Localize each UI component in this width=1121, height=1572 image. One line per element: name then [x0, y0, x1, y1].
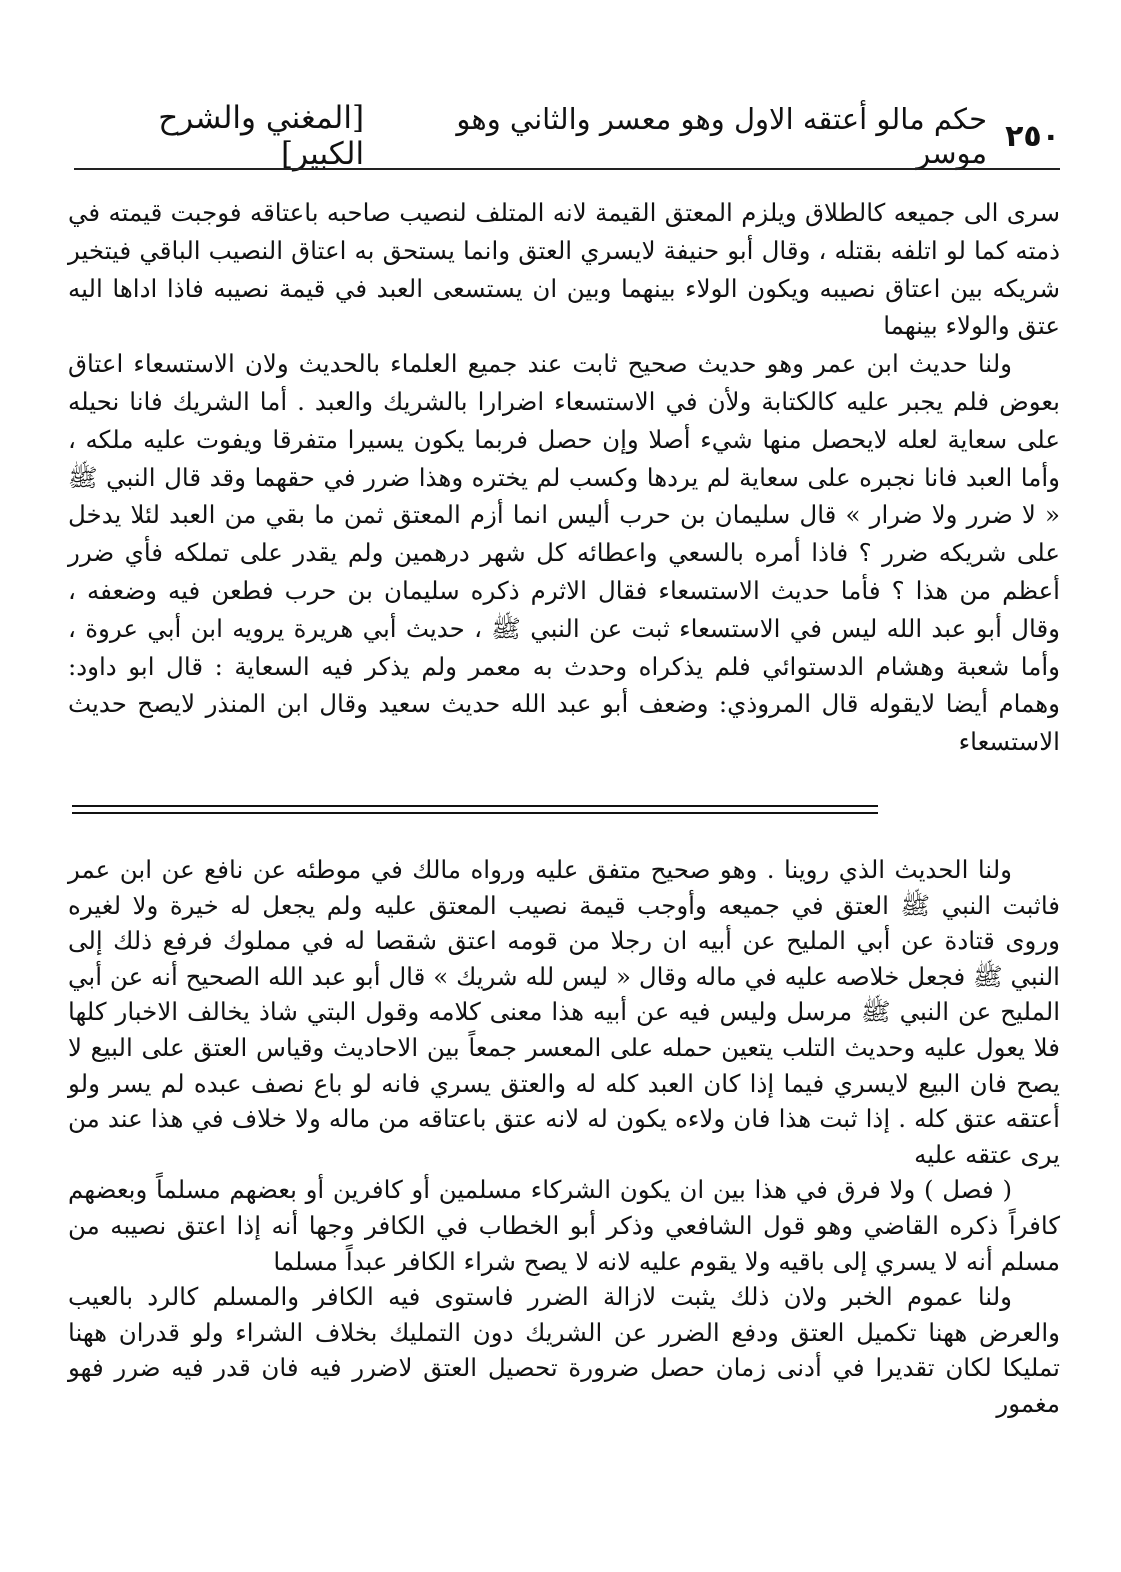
section-divider — [72, 805, 878, 814]
main-paragraph: سرى الى جميعه كالطلاق ويلزم المعتق القيمة لانه المتلف لنصيب صاحبه باعتاقه فوجبت قيمته في ذمته كما لو اتلفه بقتله ، وقال أبو حنيفة لايسري العتق وانما يستحق به اعتاق النصيب الباقي فيتخير شريكه بين اعتاق نصيبه ويكون الولاء بينهما وبين ان يستسعى العبد في قيمة نصيبه فاذا اداها اليه عتق والولاء بينهما — [68, 198, 1060, 341]
header-rule — [74, 168, 1060, 170]
main-paragraph: ولنا حديث ابن عمر وهو حديث صحيح ثابت عند جميع العلماء بالحديث ولان الاستسعاء اعتاق بعوض فلم يجبر عليه كالكتابة ولأن في الاستسعاء اضرارا بالشريك والعبد . أما الشريك فانا نحيله على سعاية لعله لايحصل منها شيء أصلا وإن حصل فربما يكون يسيرا متفرقا ويفوت عليه ملكه ، وأما العبد فانا نجبره على سعاية لم يردها وكسب لم يختره وهذا ضرر في حقهما وقد قال النبي ﷺ « لا ضرر ولا ضرار » قال سليمان بن حرب أليس انما أزم المعتق ثمن ما بقي من العبد لئلا يدخل على شريكه ضرر ؟ فاذا أمره بالسعي واعطائه كل شهر درهمين ولم يقدر على تملكه فأي ضرر أعظم من هذا ؟ فأما حديث الاستسعاء فقال الاثرم ذكره سليمان بن حرب فطعن فيه وضعفه ، وقال أبو عبد الله ليس في الاستسعاء ثبت عن النبي ﷺ ، حديث أبي هريرة يرويه ابن أبي عروة ، وأما شعبة وهشام الدستوائي فلم يذكراه وحدث به معمر ولم يذكر فيه السعاية : قال ابو داود: وهمام أيضا لايقوله قال المروذي: وضعف أبو عبد الله حديث سعيد وقال ابن المنذر لايصح حديث الاستسعاء — [68, 349, 1060, 757]
commentary-text-block — [68, 852, 1060, 1422]
commentary-paragraph: ولنا الحديث الذي روينا . وهو صحيح متفق عليه ورواه مالك في موطئه عن نافع عن ابن عمر فاثبت النبي ﷺ العتق في جميعه وأوجب قيمة نصيب المعتق عليه ولم يجعل له خيرة ولا لغيره وروى قتادة عن أبي المليح عن أبيه ان رجلا من قومه اعتق شقصا له في مملوك فرفع ذلك إلى النبي ﷺ فجعل خلاصه عليه في ماله وقال « ليس لله شريك » قال أبو عبد الله الصحيح أنه عن أبي المليح عن النبي ﷺ مرسل وليس فيه عن أبيه هذا معنى كلامه وقول البتي شاذ يخالف الاخبار كلها فلا يعول عليه وحديث التلب يتعين حمله على المعسر جمعاً بين الاحاديث وقياس العتق على البيع لا يصح فان البيع لايسري فيما إذا كان العبد كله له والعتق يسري فانه لو باع نصف عبده لم يسر ولو أعتقه عتق كله . إذا ثبت هذا فان ولاءه يكون له لانه عتق باعتاقه من ماله ولا خلاف في هذا عند من يرى عتقه عليه — [68, 855, 1060, 1169]
page-number: ٢٥٠ — [1005, 118, 1060, 154]
commentary-paragraph: ( فصل ) ولا فرق في هذا بين ان يكون الشركاء مسلمين أو كافرين أو بعضهم مسلماً وبعضهم كافراً ذكره القاضي وهو قول الشافعي وذكر أبو الخطاب في الكافر وجها أنه إذا اعتق نصيبه من مسلم أنه لا يسري إلى باقيه ولا يقوم عليه لانه لا يصح شراء الكافر عبداً مسلما — [68, 1175, 1060, 1276]
main-text-block — [68, 194, 1060, 761]
book-page — [68, 100, 1060, 1528]
page-header — [68, 100, 1060, 172]
commentary-paragraph: ولنا عموم الخبر ولان ذلك يثبت لازالة الضرر فاستوى فيه الكافر والمسلم كالرد بالعيب والعرض ههنا تكميل العتق ودفع الضرر عن الشريك دون التمليك بخلاف الشراء ولو قدران ههنا تمليكا لكان تقديرا في أدنى زمان حصل ضرورة تحصيل العتق لاضرر فيه فان قدر فيه ضرر فهو مغمور — [68, 1282, 1060, 1418]
book-title: [المغني والشرح الكبير] — [158, 100, 365, 172]
section-title: حكم مالو أعتقه الاول وهو معسر والثاني وهو موسر — [456, 102, 988, 170]
